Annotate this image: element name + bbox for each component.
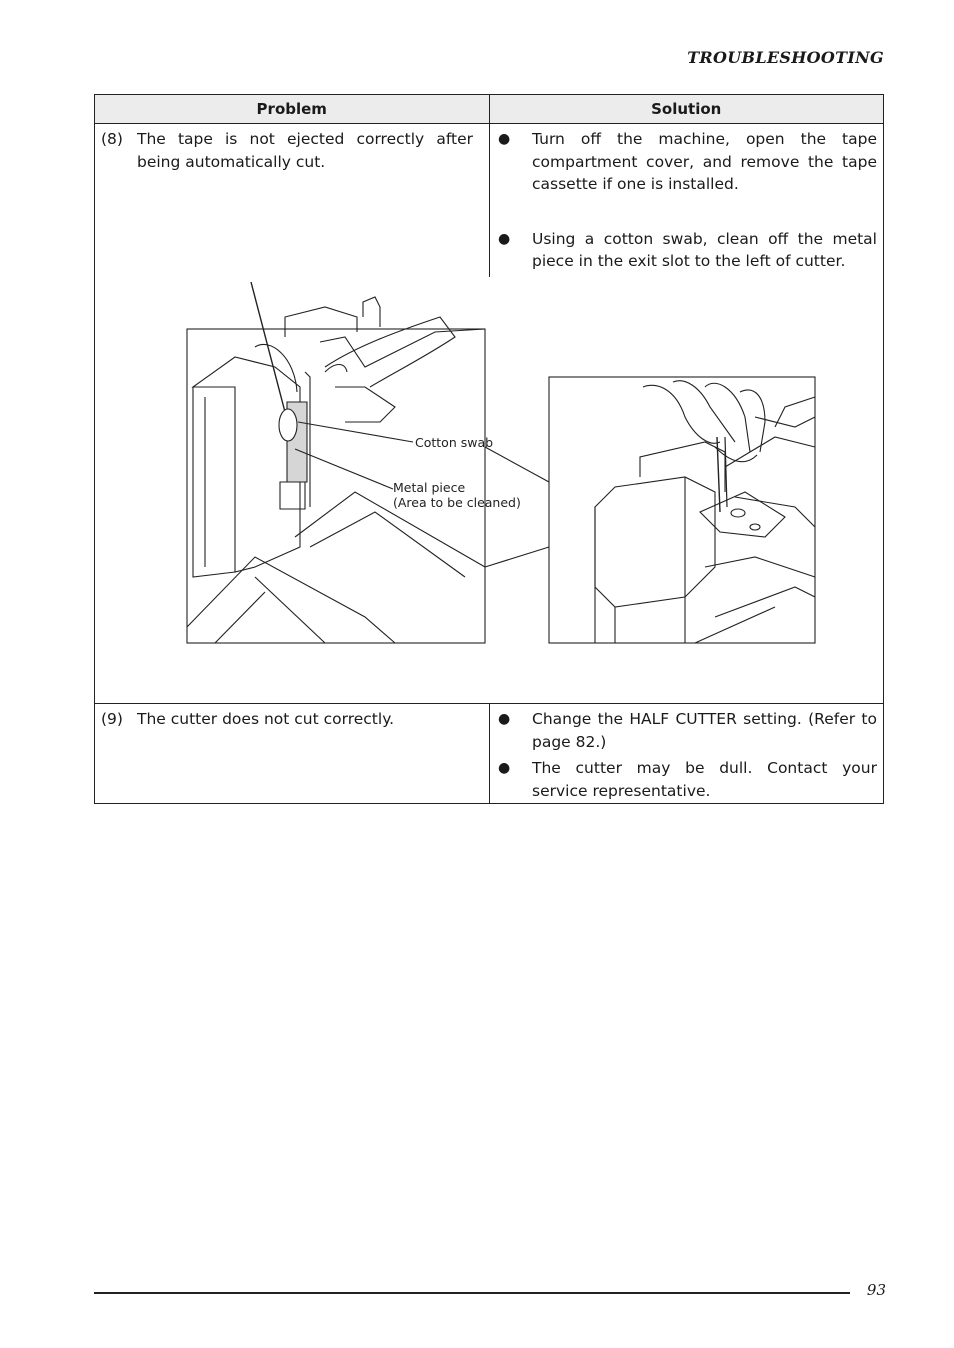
label-metal-piece: Metal piece <box>393 480 466 495</box>
table-header <box>95 95 883 124</box>
solution-item <box>498 757 877 802</box>
page-number: 93 <box>866 1281 886 1299</box>
bullet-icon: ● <box>498 760 511 776</box>
section-title: TROUBLESHOOTING <box>687 48 884 67</box>
footer-rule <box>94 1292 850 1294</box>
right-illustration-frame <box>549 377 815 643</box>
illustration-area <box>95 277 883 703</box>
solution-text: Change the HALF CUTTER setting. (Refer to page 82.) <box>532 710 877 751</box>
table-row <box>95 124 883 277</box>
problem-number: (9) <box>101 710 123 728</box>
solution-item <box>498 708 877 753</box>
bullet-icon: ● <box>498 131 511 147</box>
problem-number: (8) <box>101 130 123 148</box>
bullet-icon: ● <box>498 711 511 727</box>
solution-item <box>498 128 877 196</box>
troubleshooting-table <box>94 94 884 804</box>
problem-cell <box>95 704 489 803</box>
solution-item <box>498 228 877 273</box>
problem-cell <box>95 124 489 277</box>
problem-text: The tape is not ejected correctly after being automatically cut. <box>137 130 473 171</box>
column-header-solution: Solution <box>489 95 884 123</box>
column-header-problem: Problem <box>256 100 327 118</box>
solution-text: The cutter may be dull. Contact your service representative. <box>532 759 877 800</box>
label-cotton-swab: Cotton swab <box>415 435 494 450</box>
problem-text: The cutter does not cut correctly. <box>137 710 395 728</box>
label-area-to-clean: (Area to be cleaned) <box>393 495 521 510</box>
solution-text: Using a cotton swab, clean off the metal piece in the exit slot to the left of cutter. <box>532 229 877 270</box>
cleaning-illustration <box>95 277 883 703</box>
bullet-icon: ● <box>498 230 511 247</box>
solution-text: Turn off the machine, open the tape compartment cover, and remove the tape cassette if one is installed. <box>532 130 877 193</box>
table-row <box>95 703 883 803</box>
solution-cell <box>489 124 883 277</box>
solution-cell <box>489 704 883 803</box>
